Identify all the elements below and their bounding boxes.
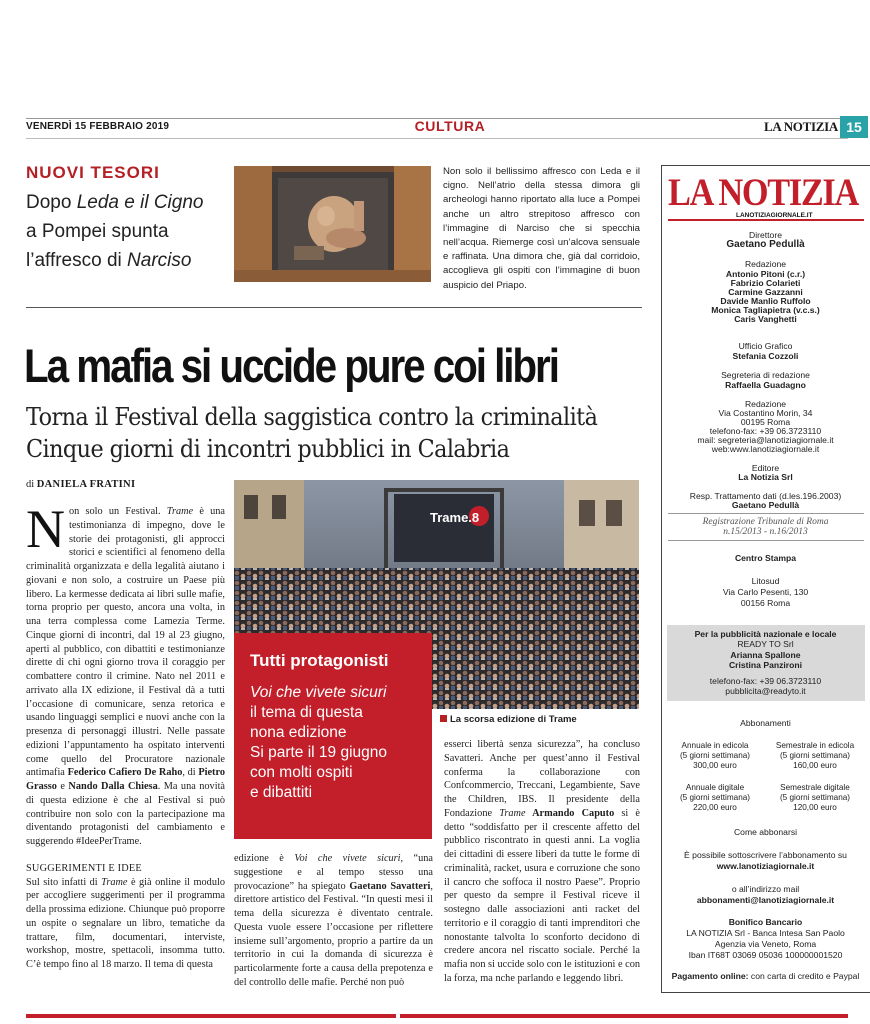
redazione-member: Fabrizio Colarieti: [730, 278, 801, 288]
box-line: nona edizione: [250, 724, 347, 741]
box-title: Tutti protagonisti: [250, 651, 389, 670]
direttore-name: Gaetano Pedullà: [726, 239, 805, 250]
article-headline: La mafia si uccide pure coi libri: [24, 339, 558, 392]
byline: di DANIELA FRATINI: [26, 479, 136, 490]
pubblicita-name: Cristina Panzironi: [728, 660, 803, 670]
bonifico-line: LA NOTIZIA Srl - Banca Intesa San Paolo: [686, 928, 845, 938]
section-separator: [26, 307, 642, 308]
stampa-line: Via Carlo Pesenti, 130: [722, 587, 809, 597]
section-name: CULTURA: [414, 118, 486, 134]
come-label: Come abbonarsi: [733, 827, 798, 837]
grafico-name: Stefania Cozzoli: [732, 351, 799, 361]
nuovi-tesori-body: Non solo il bellissimo affresco con Leda e il cigno. Nell’atrio della stessa dimora gli archeologi hanno riportato alla luce a Pompei anche un altro strepitoso affresco con l’immagine di Narciso che si specchia nell’acqua. Riemerge così un’alcova sensuale e raffinata. Una dimora che, già dal corridoio, accoglieva gli ospiti con l’immagine di buon auspicio del Priapo.: [443, 166, 640, 291]
stage-banner-text: Trame.8: [430, 510, 480, 525]
article-column-1: Non solo un Festival. Trame è una testimonianza di impegno, dove le storie dei protagonisti, gli approcci storici e scientifici al fenomeno della criminalità organizzata e della legalità aiutano i giovani e non solo, a costruire un Paese più libero. La kermesse dedicata ai libri sulle mafie, torna proprio per questo, ancora una volta, in una terra complessa come Lamezia Terme. Cinque giorni di incontri, dal 19 al 23 giugno, aperti al pubblico, con dibattiti e testimonianze dirette di chi ogni giorno trova il coraggio per combattere contro il crimine. Nato nel 2011 e arrivato alla IX edizione, il Festival dà a tutti l’occasione di comunicare, senza retorica e usando linguaggi semplici e nuovi anche con la presenza di personaggi illustri. Nelle passate edizioni l’appuntamento ha ospitato interventi come quello del Procuratore nazionale antimafia Federico Cafiero De Raho, di Pietro Grasso e Nando Dalla Chiesa. Ma una novità di questa edizione è che al Festival si può contribuire non solo con la partecipazione ma diventando protagonisti del cambiamento e suggerendo #IdeePerTrame. SUGGERIMENTI E IDEE Sul sito infatti di Trame è già online il modulo per accogliere suggerimenti per il programma della prossima edizione. Chiunque può proporre un ospite o segnalare un libro, tematiche da trattare, film, documentari, interviste, workshop, mostre, spettacoli, insomma tutto. C’è tempo fino al 18 marzo. Il tema di questa: [26, 499, 225, 970]
abbonamento-option: Annuale digitale (5 giorni settimana) 220,00 euro: [679, 783, 751, 812]
nuovi-tesori-title-line-2: a Pompei spunta: [26, 221, 169, 242]
nuovi-tesori-kicker: NUOVI TESORI: [26, 163, 160, 182]
sede-line: telefono-fax: +39 06.3723110: [709, 426, 822, 436]
footer-rule-right: [400, 1014, 848, 1018]
sidebar-rule: [668, 540, 864, 541]
footer-rule-left: [26, 1014, 396, 1018]
abbonamento-option: Semestrale digitale (5 giorni settimana) 120,00 euro: [779, 783, 851, 812]
redazione-member: Antonio Pitoni (c.r.): [725, 269, 806, 279]
pubblicita-name: Arianna Spallone: [730, 650, 801, 660]
abbonamenti-label: Abbonamenti: [740, 718, 791, 728]
box-line: il tema di questa: [250, 704, 363, 721]
box-line: e dibattiti: [250, 784, 313, 801]
masthead-url: LANOTIZIAGIORNALE.IT: [736, 212, 813, 219]
grafico-label: Ufficio Grafico: [738, 341, 793, 351]
registrazione-line: n.15/2013 - n.16/2013: [723, 527, 808, 537]
come-mail: abbonamenti@lanotiziagiornale.it: [696, 895, 835, 905]
pagamento-line: Pagamento online: con carta di credito e Paypal: [671, 971, 860, 981]
stampa-line: Litosud: [751, 576, 780, 586]
masthead-logo: LA NOTIZIA: [668, 171, 858, 214]
come-text: È possibile sottoscrivere l’abbonamento su: [684, 850, 847, 860]
abbonamento-option: Semestrale in edicola (5 giorni settimana) 160,00 euro: [775, 741, 855, 770]
sede-line: Via Costantino Morin, 34: [718, 408, 813, 418]
sede-label: Redazione: [744, 399, 787, 409]
article-subhead-1: Torna il Festival della saggistica contro la criminalità: [26, 403, 598, 431]
direttore-label: Direttore: [749, 230, 782, 240]
segreteria-name: Raffaella Guadagno: [725, 380, 806, 390]
nuovi-tesori-title-line-1: Dopo Leda e il Cigno: [26, 192, 204, 213]
bonifico-line: Agenzia via Veneto, Roma: [714, 939, 817, 949]
sidebar-rule: [668, 513, 864, 514]
editore-name: La Notizia Srl: [738, 472, 793, 482]
header-bottom-rule: [26, 138, 848, 139]
registrazione-line: Registrazione Tribunale di Roma: [702, 517, 829, 527]
abbonamento-option: Annuale in edicola (5 giorni settimana) 300,00 euro: [679, 741, 751, 770]
redazione-member: Monica Tagliapietra (v.c.s.): [711, 305, 820, 315]
bonifico-line: Iban IT68T 03069 05036 100000001520: [688, 950, 843, 960]
dropcap: N: [26, 499, 65, 559]
segreteria-label: Segreteria di redazione: [721, 370, 810, 380]
box-line: con molti ospiti: [250, 764, 353, 781]
redazione-member: Carmine Gazzanni: [728, 287, 803, 297]
column-subheading: SUGGERIMENTI E IDEE: [26, 862, 142, 874]
sede-line: mail: segreteria@lanotiziagiornale.it: [697, 435, 834, 445]
pubblicita-contact: pubblicita@readyto.it: [725, 686, 806, 696]
pubblicita-title: Per la pubblicità nazionale e locale: [694, 629, 837, 639]
come-site: www.lanotiziagiornale.it: [716, 861, 815, 871]
tutti-protagonisti-box: [234, 633, 432, 839]
photo-caption: La scorsa edizione di Trame: [440, 714, 577, 725]
article-column-2: edizione è Voi che vivete sicuri, “una suggestione e al tempo stesso una provocazione” ha spiegato Gaetano Savatteri, direttore artistico del Festival. “In questi mesi il tema della sicurezza è diventato centrale. Questa vuole essere l’occasione per riflettere insieme sull’argomento, proprio a partire da un territorio in cui la domanda di sicurezza è particolarmente forte a causa della prepotenza e del controllo delle mafie. Perché non può: [234, 853, 433, 988]
header-brand: LA NOTIZIA: [764, 119, 838, 134]
resp-name: Gaetano Pedullà: [731, 500, 800, 510]
pubblicita-contact: telefono-fax: +39 06.3723110: [709, 676, 822, 686]
box-line: Si parte il 19 giugno: [250, 744, 388, 761]
caption-marker: [440, 715, 447, 722]
page-number: 15: [840, 116, 868, 138]
sede-line: web:www.lanotiziagiornale.it: [711, 444, 820, 454]
resp-label: Resp. Trattamento dati (d.les.196.2003): [689, 491, 842, 501]
come-or: o all’indirizzo mail: [731, 884, 800, 894]
bonifico-label: Bonifico Bancario: [728, 917, 803, 927]
issue-date: VENERDÌ 15 FEBBRAIO 2019: [26, 121, 170, 132]
masthead-rule: [668, 219, 864, 221]
editore-label: Editore: [751, 463, 780, 473]
redazione-label: Redazione: [744, 259, 787, 269]
stampa-label: Centro Stampa: [734, 553, 797, 563]
article-column-3: esserci libertà senza sicurezza”, ha concluso Savatteri. Anche per quest’anno il Festival conferma la collaborazione con Confcommercio, Treccani, Legambiente, Save the Children, IBS. Il presidente della Fondazione Trame Armando Caputo si è detto “soddisfatto per il crescente affetto del pubblico riscontrato in questi anni. La voglia dei cittadini di essere liberi da tutte le forme di criminalità, racket, usura e corruzione che sono il cancro che soffoca il nostro Paese”. Proprio per questo da sempre il Festival riceve il sostegno dalle associazioni anti racket del territorio e il coraggio di tanti imprenditori che nonostante talvolta lo sconforto decidono di credere ancora nel riscatto sociale. Perché la mafia non si uccide solo con le istituzioni e con la forza, ma nche parlando e leggendo libri.: [444, 739, 640, 984]
article-subhead-2: Cinque giorni di incontri pubblici in Calabria: [26, 435, 510, 463]
nuovi-tesori-title-line-3: l’affresco di Narciso: [26, 250, 192, 271]
redazione-member: Caris Vanghetti: [734, 314, 797, 324]
sede-line: 00195 Roma: [740, 417, 791, 427]
box-line: Voi che vivete sicuri: [250, 684, 387, 701]
fresco-photo: [234, 166, 431, 282]
stampa-line: 00156 Roma: [740, 598, 791, 608]
redazione-member: Davide Manlio Ruffolo: [720, 296, 811, 306]
pubblicita-company: READY TO Srl: [737, 639, 794, 649]
